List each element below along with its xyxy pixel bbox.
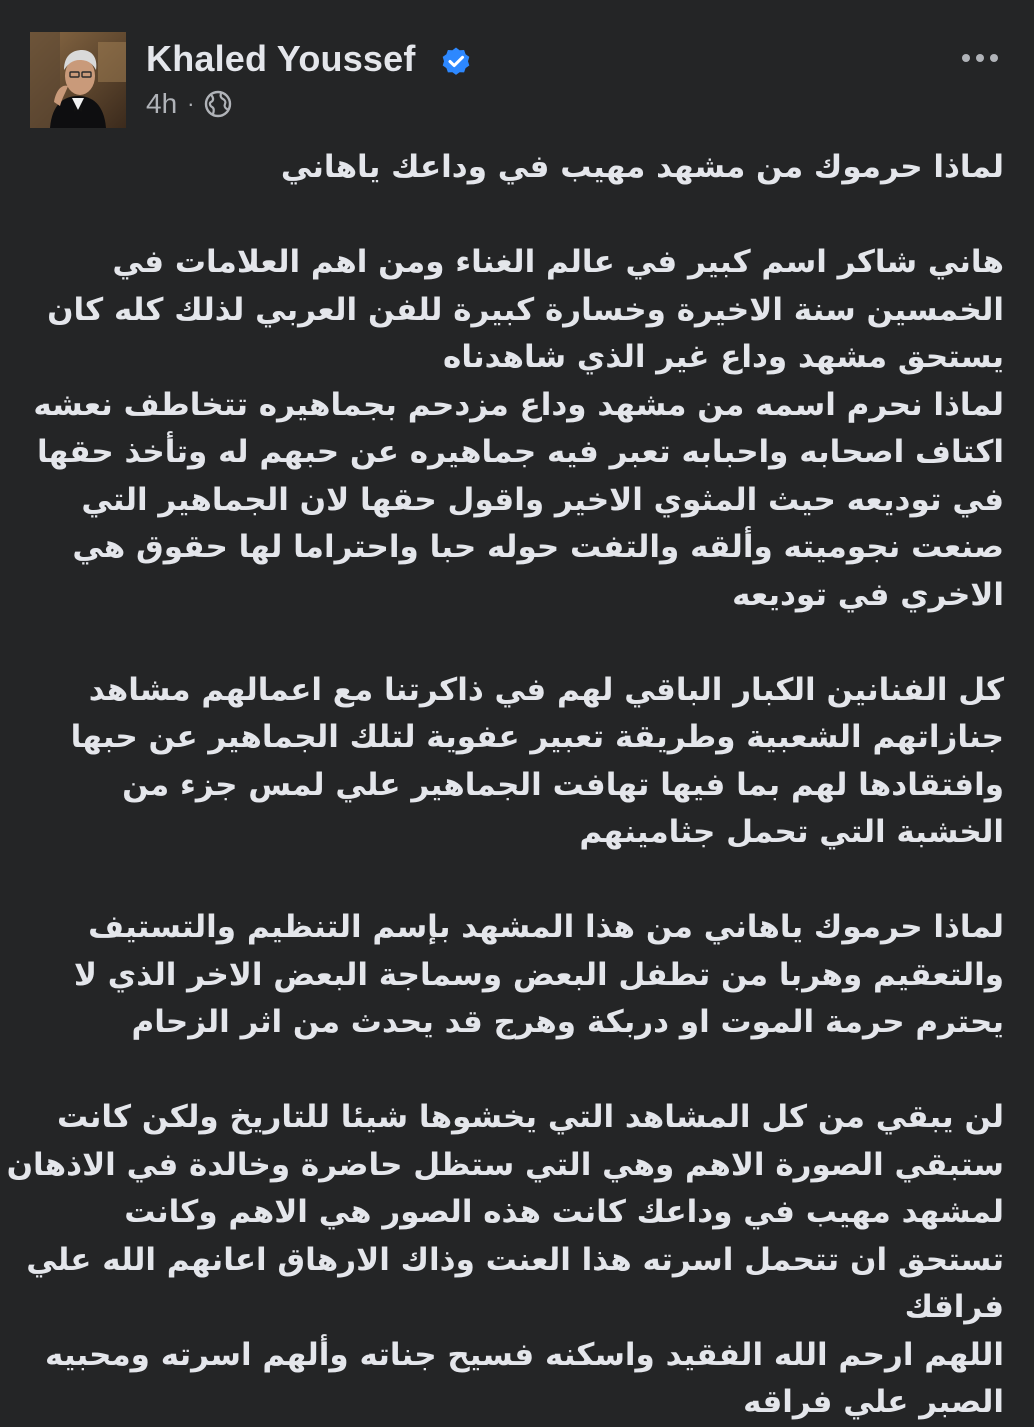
post-paragraph [30, 667, 1004, 857]
text-line: ستبقي الصورة الاهم وهي التي ستظل حاضرة وخالدة في الاذهان [6, 1146, 1004, 1183]
text-line: اكتاف اصحابه واحبابه تعبر فيه جماهيره عن حبهم له وتأخذ حقها [36, 434, 1004, 470]
post-header [0, 0, 1034, 140]
text-line: يحترم حرمة الموت او دربكة وهرج قد يحدث من اثر الزحام [131, 1004, 1004, 1040]
text-line: جنازاتهم الشعبية وطريقة تعبير عفوية لتلك الجماهير عن حبها [70, 719, 1004, 755]
author-name[interactable]: Khaled Youssef [146, 38, 416, 79]
post-paragraph [30, 904, 1004, 1047]
text-line: في توديعه حيث المثوي الاخير واقول حقها لان الجماهير التي [81, 481, 1004, 518]
post-paragraph [30, 239, 1004, 619]
text-line: هاني شاكر اسم كبير في عالم الغناء ومن اهم العلامات في [112, 244, 1004, 280]
text-line: الصبر علي فراقه [743, 1384, 1004, 1420]
text-line: الاخري في توديعه [732, 576, 1004, 613]
verified-badge-icon [440, 46, 472, 78]
text-line: الخمسين سنة الاخيرة وخسارة كبيرة للفن العربي لذلك كله كان [47, 291, 1004, 328]
text-line: تستحق ان تتحمل اسرته هذا العنت وذاك الارهاق اعانهم الله علي [26, 1241, 1004, 1278]
text-line: فراقك [904, 1289, 1004, 1325]
post-paragraph [6, 1094, 1004, 1427]
text-line: لماذا حرموك ياهاني من هذا المشهد بإسم التنظيم والتستيف [88, 909, 1004, 945]
post-text [6, 144, 1004, 1420]
meta-separator: · [187, 91, 195, 116]
more-options-button[interactable] [950, 42, 1010, 74]
globe-icon[interactable] [204, 90, 232, 118]
text-line: لمشهد مهيب في وداعك كانت هذه الصور هي الاهم وكانت [124, 1194, 1004, 1230]
post-meta [146, 86, 232, 122]
text-line: اللهم ارحم الله الفقيد واسكنه فسيح جناته وألهم اسرته ومحبيه [45, 1336, 1004, 1373]
text-line: والتعقيم وهربا من تطفل البعض وسماجة البعض الاخر الذي لا [73, 956, 1004, 993]
text-line: لن يبقي من كل المشاهد التي يخشوها شيئا للتاريخ ولكن كانت [56, 1099, 1004, 1135]
avatar-portrait-icon [30, 32, 126, 128]
more-options-icon [960, 53, 1000, 63]
text-line: صنعت نجوميته وألقه والتفت حوله حبا واحتراما لها حقوق هي [72, 529, 1004, 565]
text-line: لماذا نحرم اسمه من مشهد وداع مزدحم بجماهيره تتخاطف نعشه [33, 386, 1004, 423]
text-line: وافتقادها لهم بما فيها تهافت الجماهير علي لمس جزء من [122, 766, 1004, 803]
avatar[interactable] [30, 32, 126, 128]
text-line: لماذا حرموك من مشهد مهيب في وداعك ياهاني [280, 149, 1004, 185]
post-time[interactable]: 4h [146, 88, 178, 119]
text-line: كل الفنانين الكبار الباقي لهم في ذاكرتنا مع اعمالهم مشاهد [88, 671, 1004, 708]
post-paragraph [30, 144, 1004, 192]
text-line: يستحق مشهد وداع غير الذي شاهدناه [443, 339, 1004, 375]
text-line: الخشبة التي تحمل جثامينهم [579, 814, 1004, 850]
